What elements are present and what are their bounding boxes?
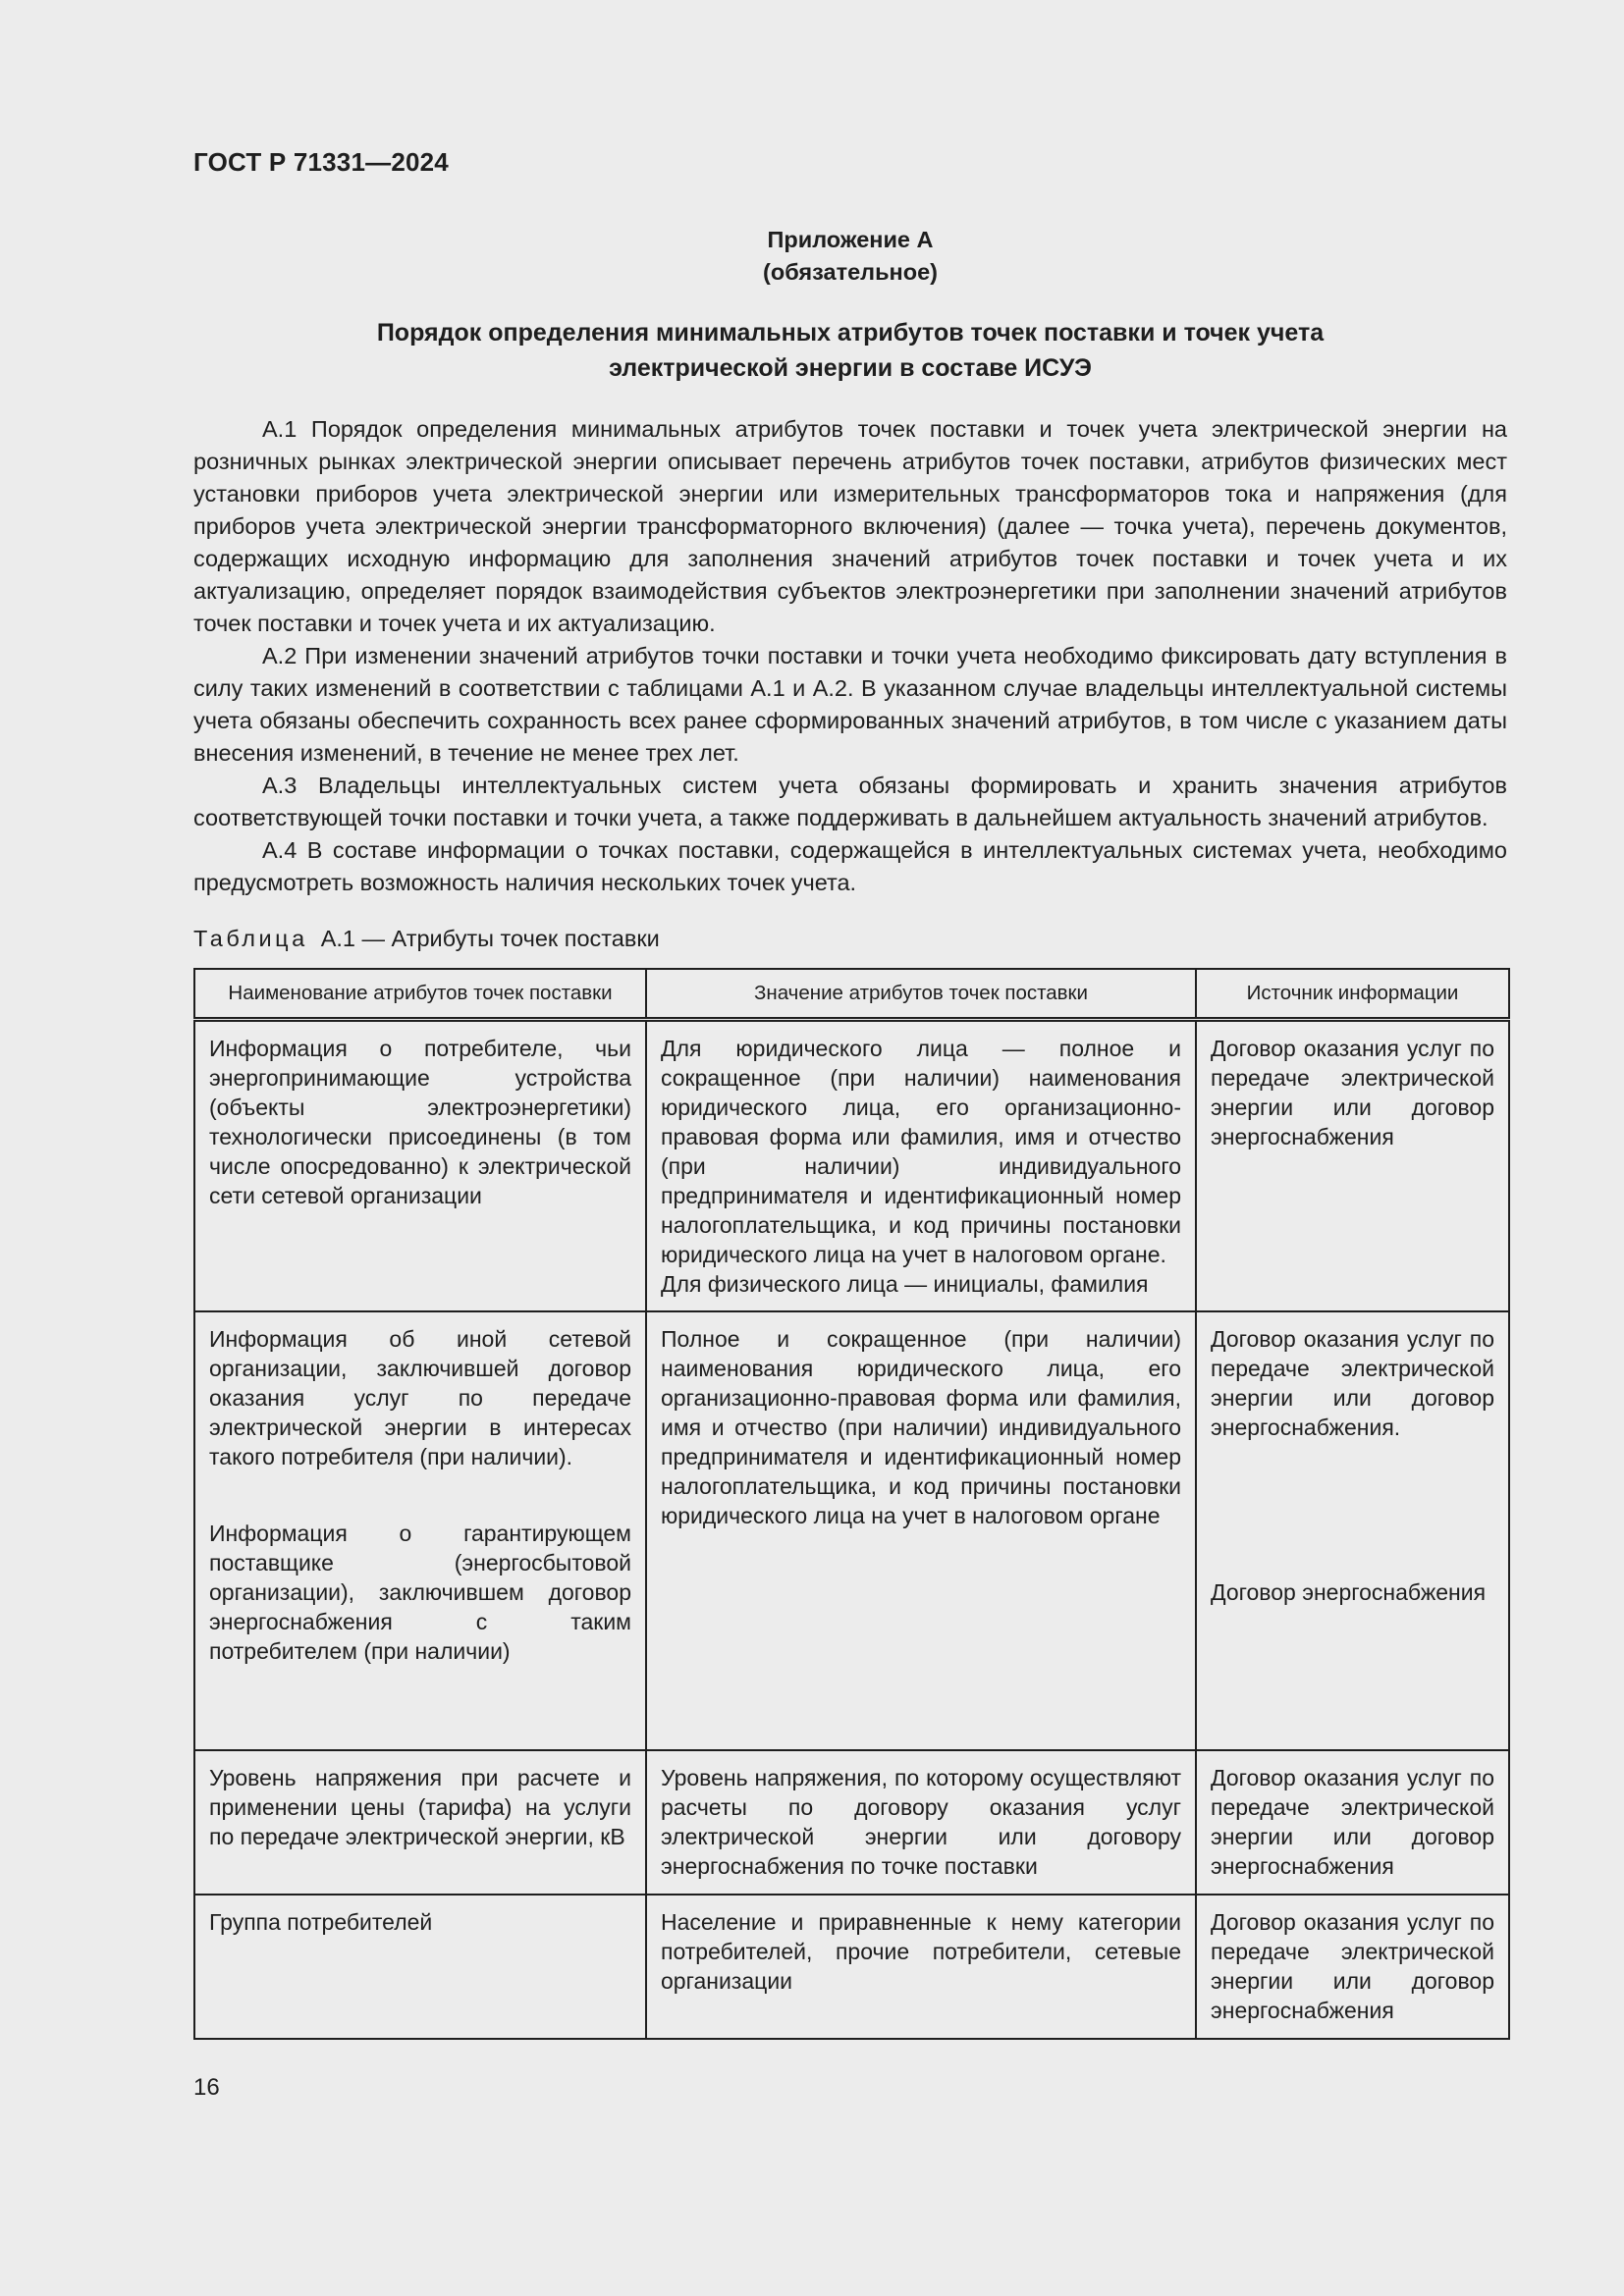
paragraph-a4: А.4 В составе информации о точках поставки, содержащейся в интеллектуальных системах учета, необходимо предусмотреть возможность наличия нескольких точек учета. bbox=[193, 837, 1507, 895]
header-attribute-value: Значение атрибутов точек поставки bbox=[646, 969, 1196, 1020]
table-row bbox=[194, 1895, 1509, 2039]
cell-text: Договор оказания услуг по передаче электрической энергии или договор энергоснабжения. bbox=[1211, 1325, 1494, 1440]
appendix-title bbox=[193, 315, 1507, 386]
cell-text: Договор энергоснабжения bbox=[1211, 1578, 1487, 1605]
paragraph-a1: А.1 Порядок определения минимальных атрибутов точек поставки и точек учета электрической энергии на розничных рынках электрической энергии описывает перечень атрибутов точек поставки, атрибутов физических мест установки приборов учета электрической энергии или измерительных трансформаторов тока и напряжения (для приборов учета электрической энергии трансформаторного включения) (далее — точка учета), перечень документов, содержащих исходную информацию для заполнения значений атрибутов точек поставки и точек учета и их актуализацию, определяет порядок взаимодействия субъектов электроэнергетики при заполнении значений атрибутов точек поставки и точек учета и их актуализацию. bbox=[193, 416, 1507, 636]
cell-text: Информация о потребителе, чьи энергопринимающие устройства (объекты электроэнергетики) технологически присоединены (в том числе опосредованно) к электрической сети сетевой организации bbox=[209, 1036, 631, 1208]
cell-attribute-value bbox=[646, 1020, 1196, 1311]
header-attribute-name: Наименование атрибутов точек поставки bbox=[194, 969, 646, 1020]
cell-attribute-value bbox=[646, 1750, 1196, 1895]
cell-text: Население и приравненные к нему категории потребителей, прочие потребители, сетевые организации bbox=[661, 1908, 1181, 1994]
body-text bbox=[193, 413, 1507, 899]
cell-attribute-value bbox=[646, 1895, 1196, 2039]
table-caption bbox=[193, 926, 660, 952]
cell-text: Уровень напряжения при расчете и применении цены (тарифа) на услуги по передаче электрической энергии, кВ bbox=[209, 1764, 631, 1849]
header-info-source: Источник информации bbox=[1196, 969, 1509, 1020]
table-caption-text: А.1 — Атрибуты точек поставки bbox=[320, 926, 660, 951]
attributes-table bbox=[193, 968, 1510, 2040]
cell-text: Договор оказания услуг по передаче электрической энергии или договор энергоснабжения bbox=[1211, 1908, 1494, 2023]
appendix-label: Приложение А bbox=[767, 227, 934, 252]
table-row bbox=[194, 1311, 1509, 1750]
cell-info-source bbox=[1196, 1311, 1509, 1750]
appendix-title-line-2: электрической энергии в составе ИСУЭ bbox=[609, 354, 1092, 382]
cell-text: Для физического лица — инициалы, фамилия bbox=[661, 1271, 1149, 1297]
cell-text: Договор оказания услуг по передаче электрической энергии или договор энергоснабжения bbox=[1211, 1036, 1494, 1149]
cell-text: Для юридического лица — полное и сокращенное (при наличии) наименования юридического лица, его организационно-правовая форма или фамилия, имя и отчество (при наличии) индивидуального предпринимателя и идентификационный номер налогоплательщика, и код причины постановки юридического лица на учет в налоговом органе. bbox=[661, 1036, 1181, 1267]
table-row bbox=[194, 1020, 1509, 1311]
cell-attribute-name bbox=[194, 1750, 646, 1895]
table-row bbox=[194, 1750, 1509, 1895]
appendix-heading bbox=[193, 224, 1507, 289]
cell-text: Информация о гарантирующем поставщике (энергосбытовой организации), заключившем договор энергоснабжения с таким потребителем (при наличии) bbox=[209, 1520, 631, 1664]
cell-attribute-value bbox=[646, 1311, 1196, 1750]
cell-text: Полное и сокращенное (при наличии) наименования юридического лица, его организационно-правовая форма или фамилия, имя и отчество (при наличии) индивидуального предпринимателя и идентификационный номер налогоплательщика, и код причины постановки юридического лица на учет в налоговом органе bbox=[661, 1325, 1181, 1528]
cell-attribute-name bbox=[194, 1311, 646, 1750]
table-header-row bbox=[194, 969, 1509, 1020]
cell-attribute-name bbox=[194, 1020, 646, 1311]
paragraph-a3: А.3 Владельцы интеллектуальных систем учета обязаны формировать и хранить значения атрибутов соответствующей точки поставки и точки учета, а также поддерживать в дальнейшем актуальность значений атрибутов. bbox=[193, 773, 1507, 830]
cell-attribute-name bbox=[194, 1895, 646, 2039]
cell-text: Группа потребителей bbox=[209, 1908, 433, 1935]
appendix-title-line-1: Порядок определения минимальных атрибутов точек поставки и точек учета bbox=[376, 319, 1325, 347]
table-caption-prefix: Таблица bbox=[193, 926, 308, 951]
cell-info-source bbox=[1196, 1020, 1509, 1311]
cell-text: Уровень напряжения, по которому осуществляют расчеты по договору оказания услуг электрической энергии или договору энергоснабжения по точке поставки bbox=[661, 1764, 1181, 1879]
cell-text: Договор оказания услуг по передаче электрической энергии или договор энергоснабжения bbox=[1211, 1764, 1494, 1879]
page-number: 16 bbox=[193, 2074, 220, 2101]
appendix-status: (обязательное) bbox=[763, 259, 938, 285]
cell-text: Информация об иной сетевой организации, заключившей договор оказания услуг по передаче электрической энергии в интересах такого потребителя (при наличии). bbox=[209, 1325, 631, 1469]
cell-info-source bbox=[1196, 1750, 1509, 1895]
cell-info-source bbox=[1196, 1895, 1509, 2039]
paragraph-a2: А.2 При изменении значений атрибутов точки поставки и точки учета необходимо фиксировать дату вступления в силу таких изменений в соответствии с таблицами А.1 и А.2. В указанном случае владельцы интеллектуальной системы учета обязаны обеспечить сохранность всех ранее сформированных значений атрибутов, в том числе с указанием даты внесения изменений, в течение не менее трех лет. bbox=[193, 643, 1507, 766]
document-code: ГОСТ Р 71331—2024 bbox=[193, 147, 449, 177]
